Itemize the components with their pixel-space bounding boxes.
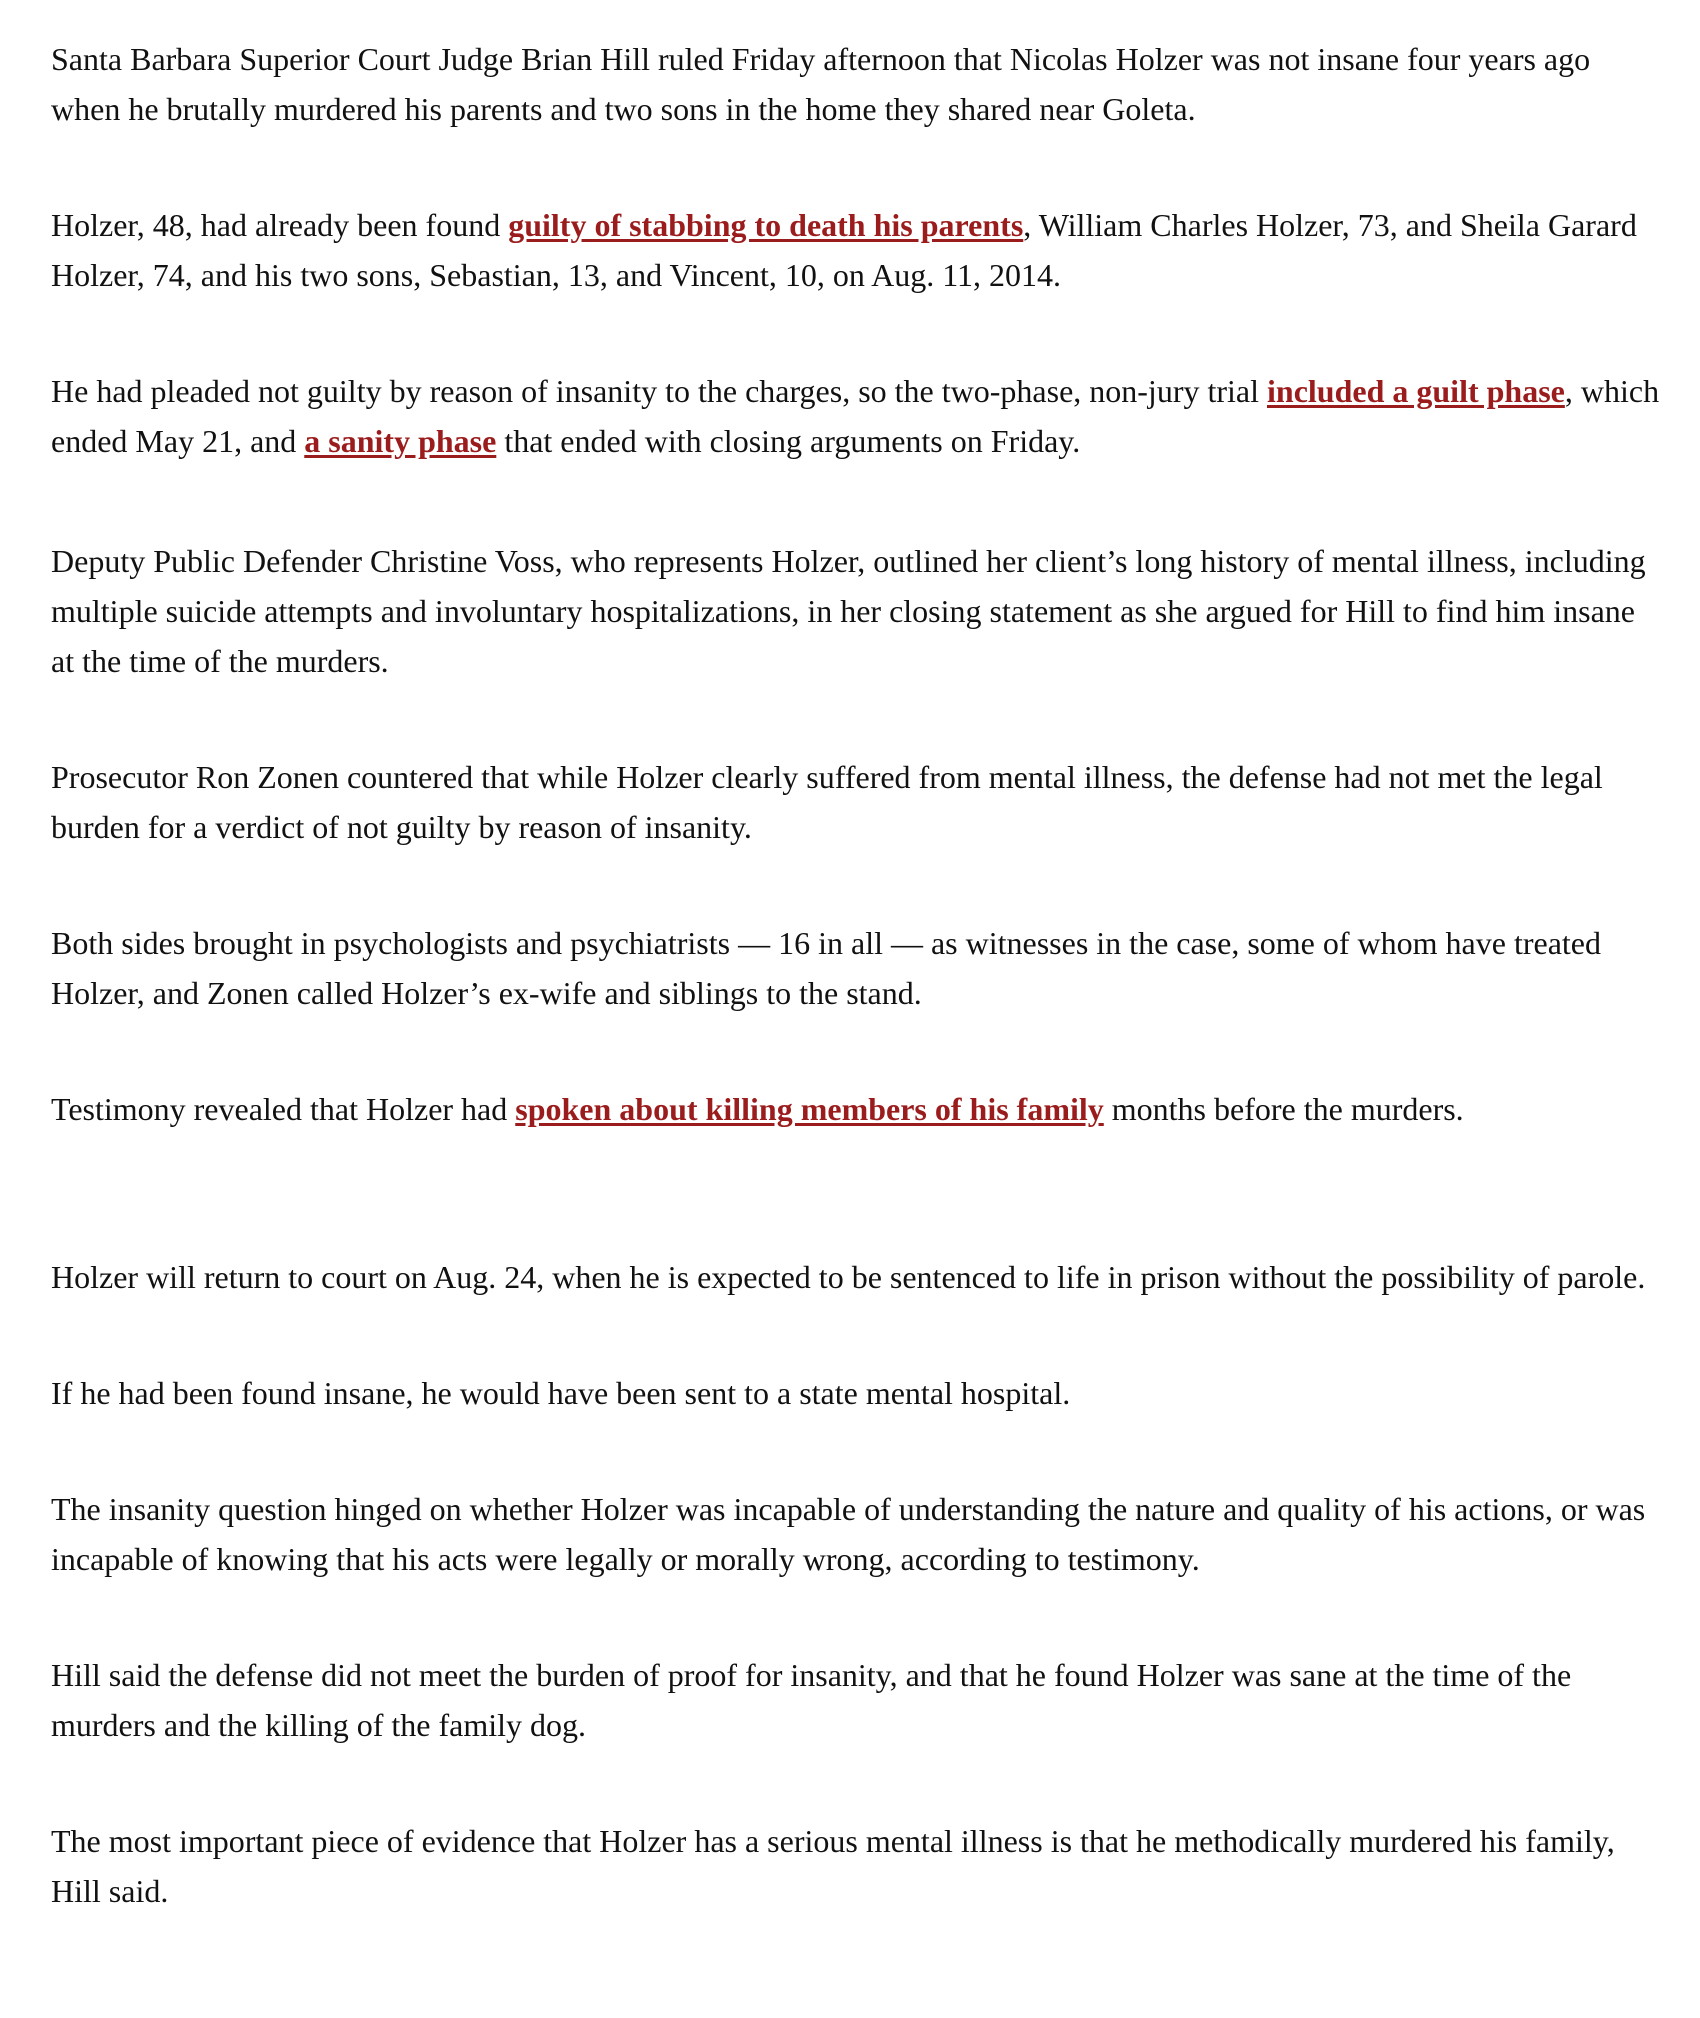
paragraph-text: months before the murders. <box>1103 1091 1464 1127</box>
link-guilt-phase[interactable]: included a guilt phase <box>1267 373 1565 409</box>
paragraph-sentencing: Holzer will return to court on Aug. 24, when he is expected to be sentenced to life in prison without the possibility of parole. <box>51 1259 1646 1295</box>
paragraph-prosecution-argument: Prosecutor Ron Zonen countered that while Holzer clearly suffered from mental illness, the defense had not met the legal burden for a verdict of not guilty by reason of insanity. <box>51 759 1603 845</box>
link-spoken-about-killing[interactable]: spoken about killing members of his family <box>515 1091 1104 1127</box>
paragraph-ruling: Santa Barbara Superior Court Judge Brian Hill ruled Friday afternoon that Nicolas Holzer was not insane four years ago when he brutally murdered his parents and two sons in the home they shared near Goleta. <box>51 41 1591 127</box>
paragraph-trial-phases <box>51 366 1661 466</box>
paragraph-evidence: The most important piece of evidence that Holzer has a serious mental illness is that he methodically murdered his family, Hill said. <box>51 1823 1615 1909</box>
paragraph-text: that ended with closing arguments on Friday. <box>496 423 1081 459</box>
paragraph-testimony <box>51 1084 1661 1134</box>
paragraph-insanity-question: The insanity question hinged on whether Holzer was incapable of understanding the nature and quality of his actions, or was incapable of knowing that his acts were legally or morally wrong, according to testimony. <box>51 1491 1646 1577</box>
paragraph-judge-finding: Hill said the defense did not meet the burden of proof for insanity, and that he found Holzer was sane at the time of the murders and the killing of the family dog. <box>51 1657 1572 1743</box>
paragraph-text: He had pleaded not guilty by reason of insanity to the charges, so the two-phase, non-jury trial <box>51 373 1267 409</box>
paragraph-alternative: If he had been found insane, he would have been sent to a state mental hospital. <box>51 1375 1071 1411</box>
link-guilty-of-stabbing[interactable]: guilty of stabbing to death his parents <box>508 207 1024 243</box>
paragraph-guilt-finding <box>51 200 1661 300</box>
paragraph-text: , which ended May 21, and <box>51 373 1660 459</box>
paragraph-defense-argument: Deputy Public Defender Christine Voss, who represents Holzer, outlined her client’s long history of mental illness, including multiple suicide attempts and involuntary hospitalizations, in her closing statement as she argued for Hill to find him insane at the time of the murders. <box>51 543 1646 679</box>
link-sanity-phase[interactable]: a sanity phase <box>304 423 497 459</box>
paragraph-text: Holzer, 48, had already been found <box>51 207 509 243</box>
paragraph-text: Testimony revealed that Holzer had <box>51 1091 516 1127</box>
paragraph-text: , William Charles Holzer, 73, and Sheila Garard Holzer, 74, and his two sons, Sebastian, 13, and Vincent, 10, on Aug. 11, 2014. <box>51 207 1637 293</box>
article-body <box>51 34 1661 1916</box>
paragraph-witnesses: Both sides brought in psychologists and psychiatrists — 16 in all — as witnesses in the case, some of whom have treated Holzer, and Zonen called Holzer’s ex-wife and siblings to the stand. <box>51 925 1601 1011</box>
